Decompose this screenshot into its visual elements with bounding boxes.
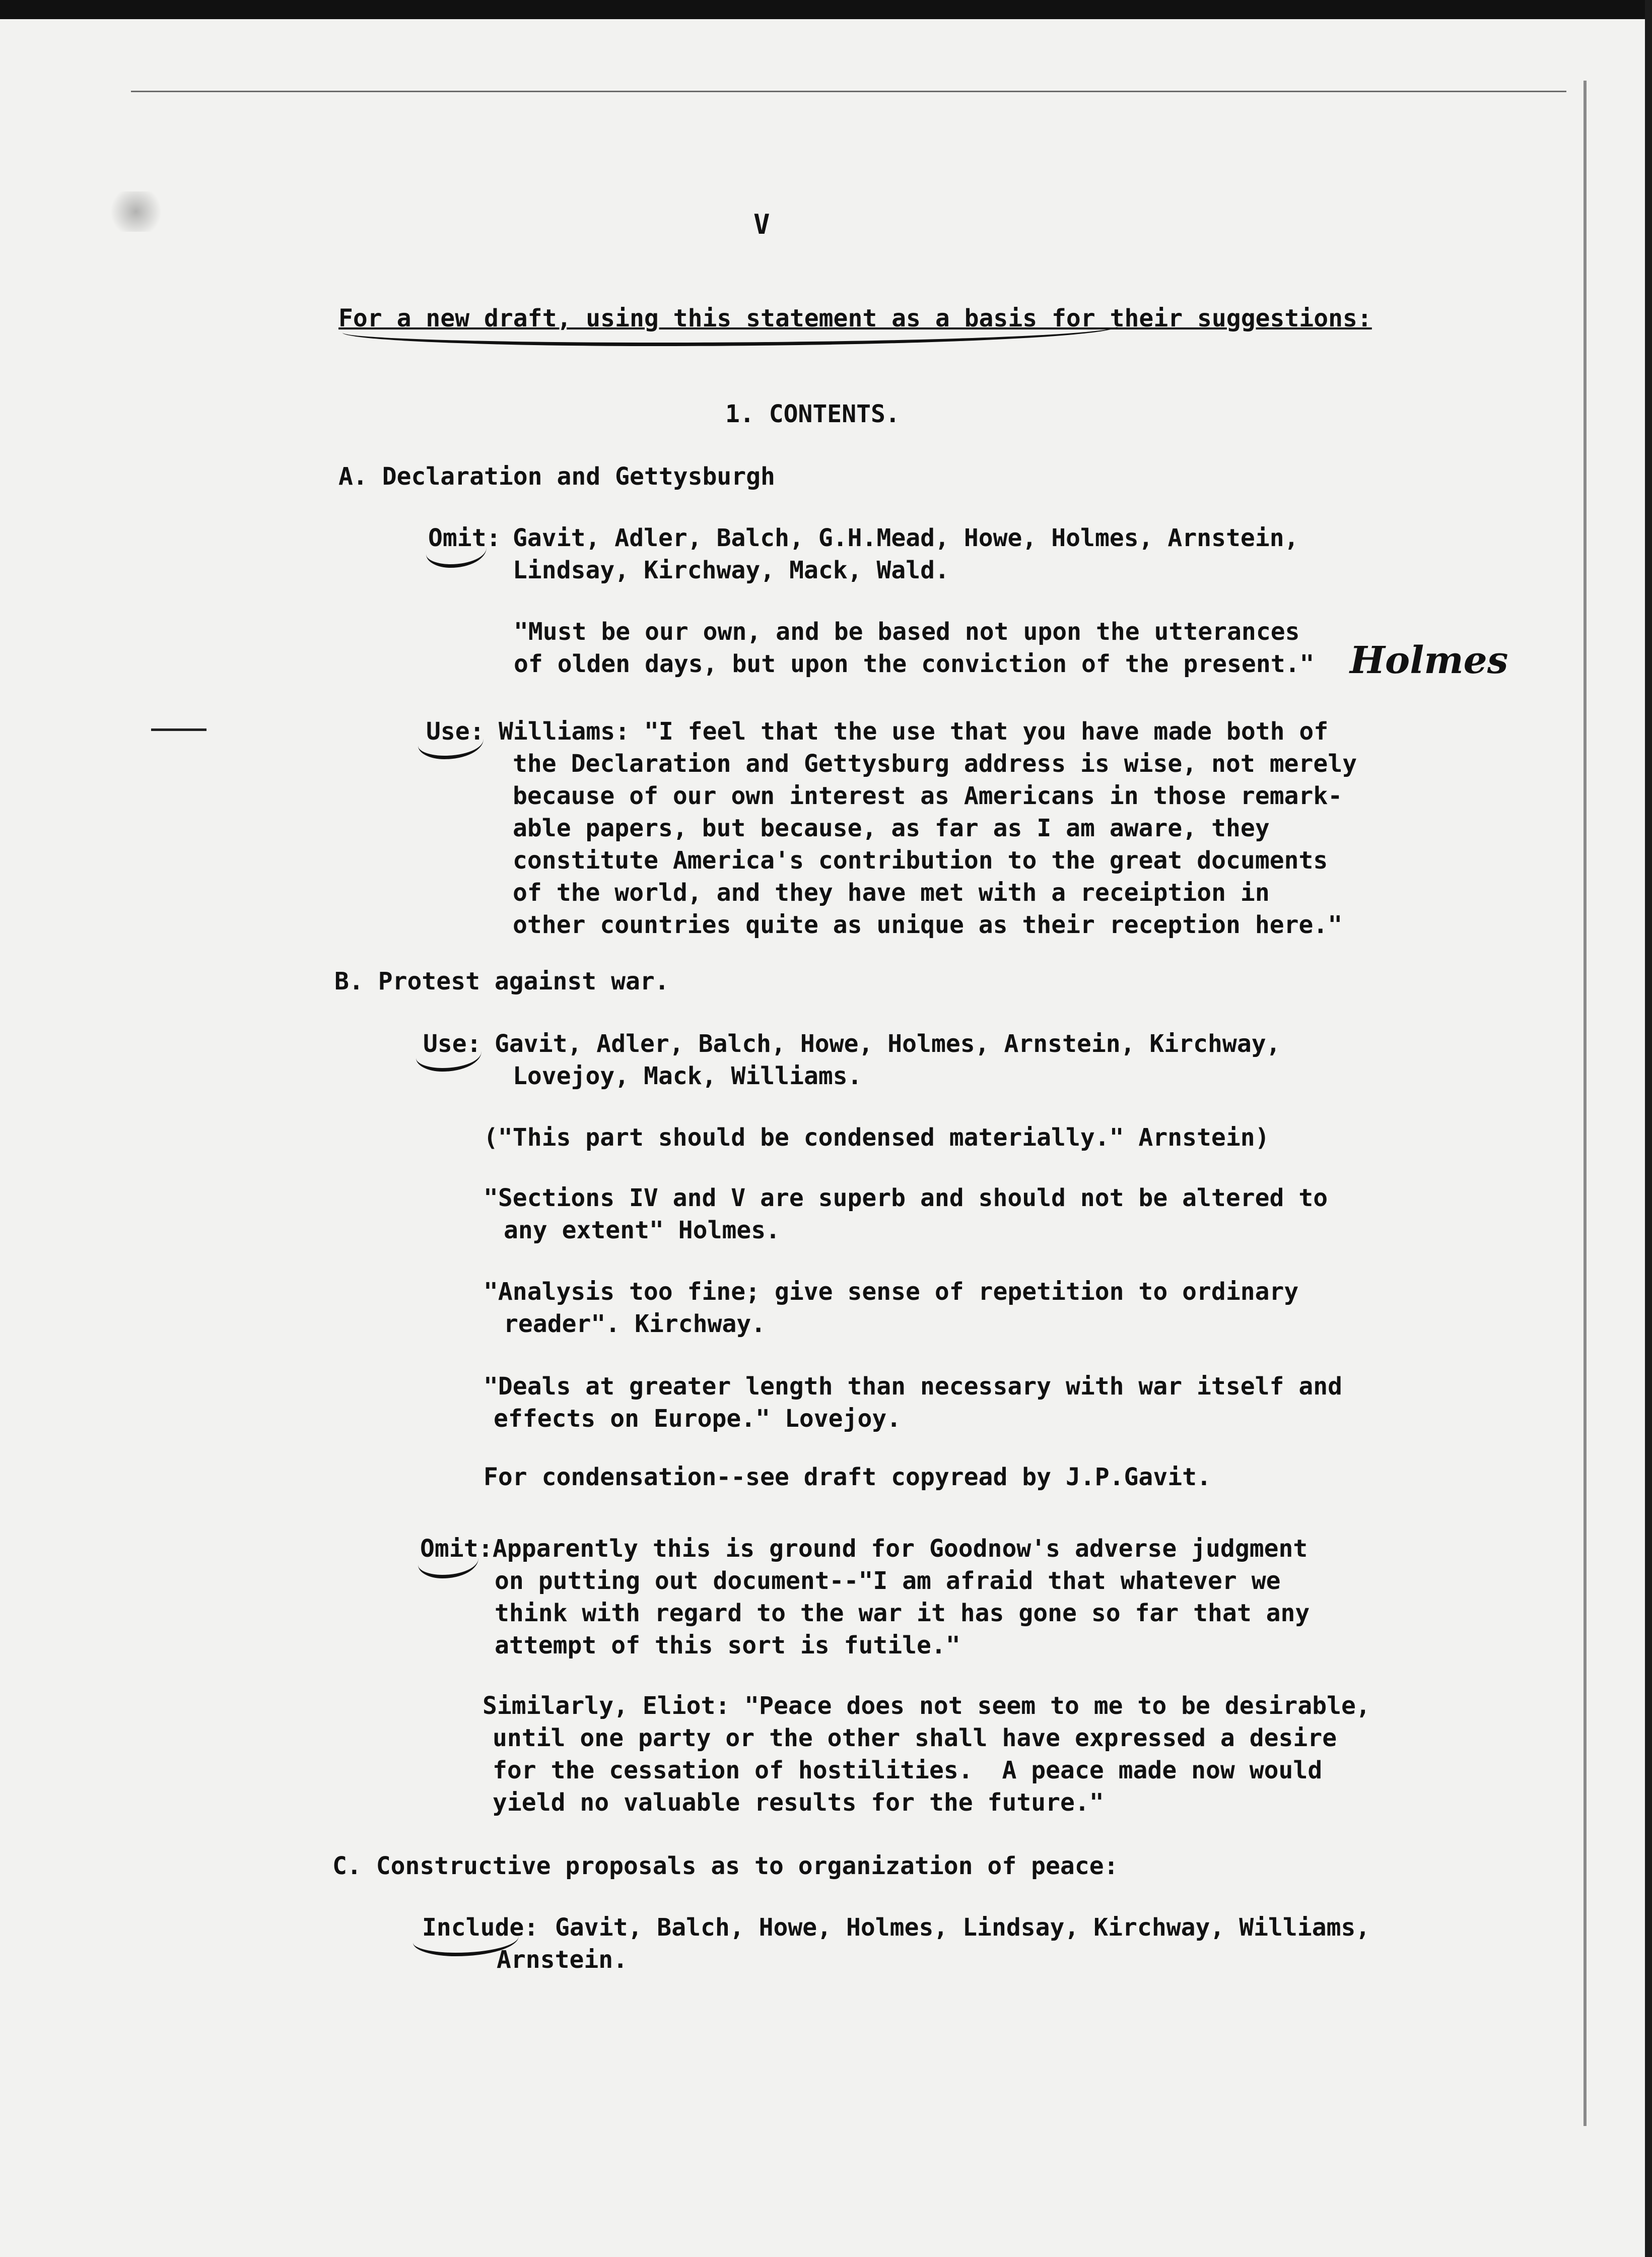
paper-top-edge (131, 91, 1566, 92)
use-hand-underline (416, 1038, 481, 1072)
heading-hand-underline (342, 312, 1118, 346)
condensation-note: For condensation--see draft copyread by J.P.Gavit. (484, 1463, 1211, 1491)
use-quote-line: constitute America's contribution to the great documents (513, 846, 1328, 875)
goodnow-line: think with regard to the war it has gone so far that any (495, 1599, 1310, 1627)
use-hand-underline (418, 725, 484, 759)
eliot-line: yield no valuable results for the future." (493, 1788, 1104, 1817)
section-b-title: B. Protest against war. (334, 967, 669, 995)
scan-smudge (106, 191, 166, 232)
use-quote-line: because of our own interest as Americans in those remark- (513, 782, 1343, 810)
eliot-line: Similarly, Eliot: "Peace does not seem to me to be desirable, (483, 1692, 1370, 1720)
scan-border-right (1645, 0, 1652, 2257)
section-b-use-line2: Lovejoy, Mack, Williams. (513, 1062, 862, 1090)
section-a-title: A. Declaration and Gettysburgh (338, 462, 775, 491)
paper-edge-shadow (1584, 81, 1587, 2126)
omit-hand-underline (426, 534, 487, 568)
section-b-use-label: Use: (423, 1030, 481, 1058)
section-a-use-label: Use: (426, 717, 485, 746)
section-c-title: C. Constructive proposals as to organization of peace: (332, 1852, 1119, 1880)
margin-dash-mark (151, 728, 206, 731)
omit-hand-underline (418, 1545, 478, 1578)
lovejoy-note-line1: "Deals at greater length than necessary with war itself and (484, 1372, 1343, 1401)
eliot-line: until one party or the other shall have expressed a desire (493, 1724, 1337, 1752)
section-c-include-line2: Arnstein. (497, 1946, 628, 1974)
section-b-omit-label: Omit: (420, 1535, 493, 1563)
kirchway-note-line1: "Analysis too fine; give sense of repetition to ordinary (484, 1278, 1299, 1306)
section-c-include-label: Include: (422, 1913, 539, 1942)
section-a-omit-line2: Lindsay, Kirchway, Mack, Wald. (513, 556, 949, 584)
arnstein-note: ("This part should be condensed materially." Arnstein) (484, 1123, 1270, 1152)
section-c-include-line1: Gavit, Balch, Howe, Holmes, Lindsay, Kirchway, Williams, (555, 1913, 1370, 1942)
goodnow-line: attempt of this sort is futile." (495, 1631, 960, 1659)
use-quote-line: the Declaration and Gettysburg address is wise, not merely (513, 750, 1357, 778)
section-a-omit-label: Omit: (428, 524, 501, 552)
handwritten-attribution: Holmes (1350, 639, 1508, 682)
kirchway-note-line2: reader". Kirchway. (504, 1310, 766, 1338)
section-a-omit-line1: Gavit, Adler, Balch, G.H.Mead, Howe, Holmes, Arnstein, (513, 524, 1299, 552)
goodnow-line: on putting out document--"I am afraid that whatever we (495, 1567, 1281, 1595)
use-quote-line: able papers, but because, as far as I am aware, they (513, 814, 1270, 842)
page-number: V (753, 209, 770, 240)
eliot-line: for the cessation of hostilities. A peace made now would (493, 1756, 1323, 1784)
section-title: 1. CONTENTS. (725, 400, 900, 428)
section-a-quote-line2: of olden days, but upon the conviction of the present." (514, 650, 1315, 678)
goodnow-line: Apparently this is ground for Goodnow's adverse judgment (493, 1535, 1308, 1563)
section-b-use-line1: Gavit, Adler, Balch, Howe, Holmes, Arnstein, Kirchway, (495, 1030, 1281, 1058)
lovejoy-note-line2: effects on Europe." Lovejoy. (494, 1405, 902, 1433)
use-quote-line: other countries quite as unique as their reception here." (513, 911, 1343, 939)
holmes-note-line1: "Sections IV and V are superb and should not be altered to (484, 1184, 1328, 1212)
section-a-quote-line1: "Must be our own, and be based not upon the utterances (514, 618, 1300, 646)
use-quote-line: of the world, and they have met with a receiption in (513, 879, 1270, 907)
holmes-note-line2: any extent" Holmes. (504, 1216, 781, 1244)
scan-border-top (0, 0, 1652, 19)
page-heading: For a new draft, using this statement as a basis for their suggestions: (338, 304, 1372, 333)
use-quote-line: Williams: "I feel that the use that you have made both of (499, 717, 1329, 746)
